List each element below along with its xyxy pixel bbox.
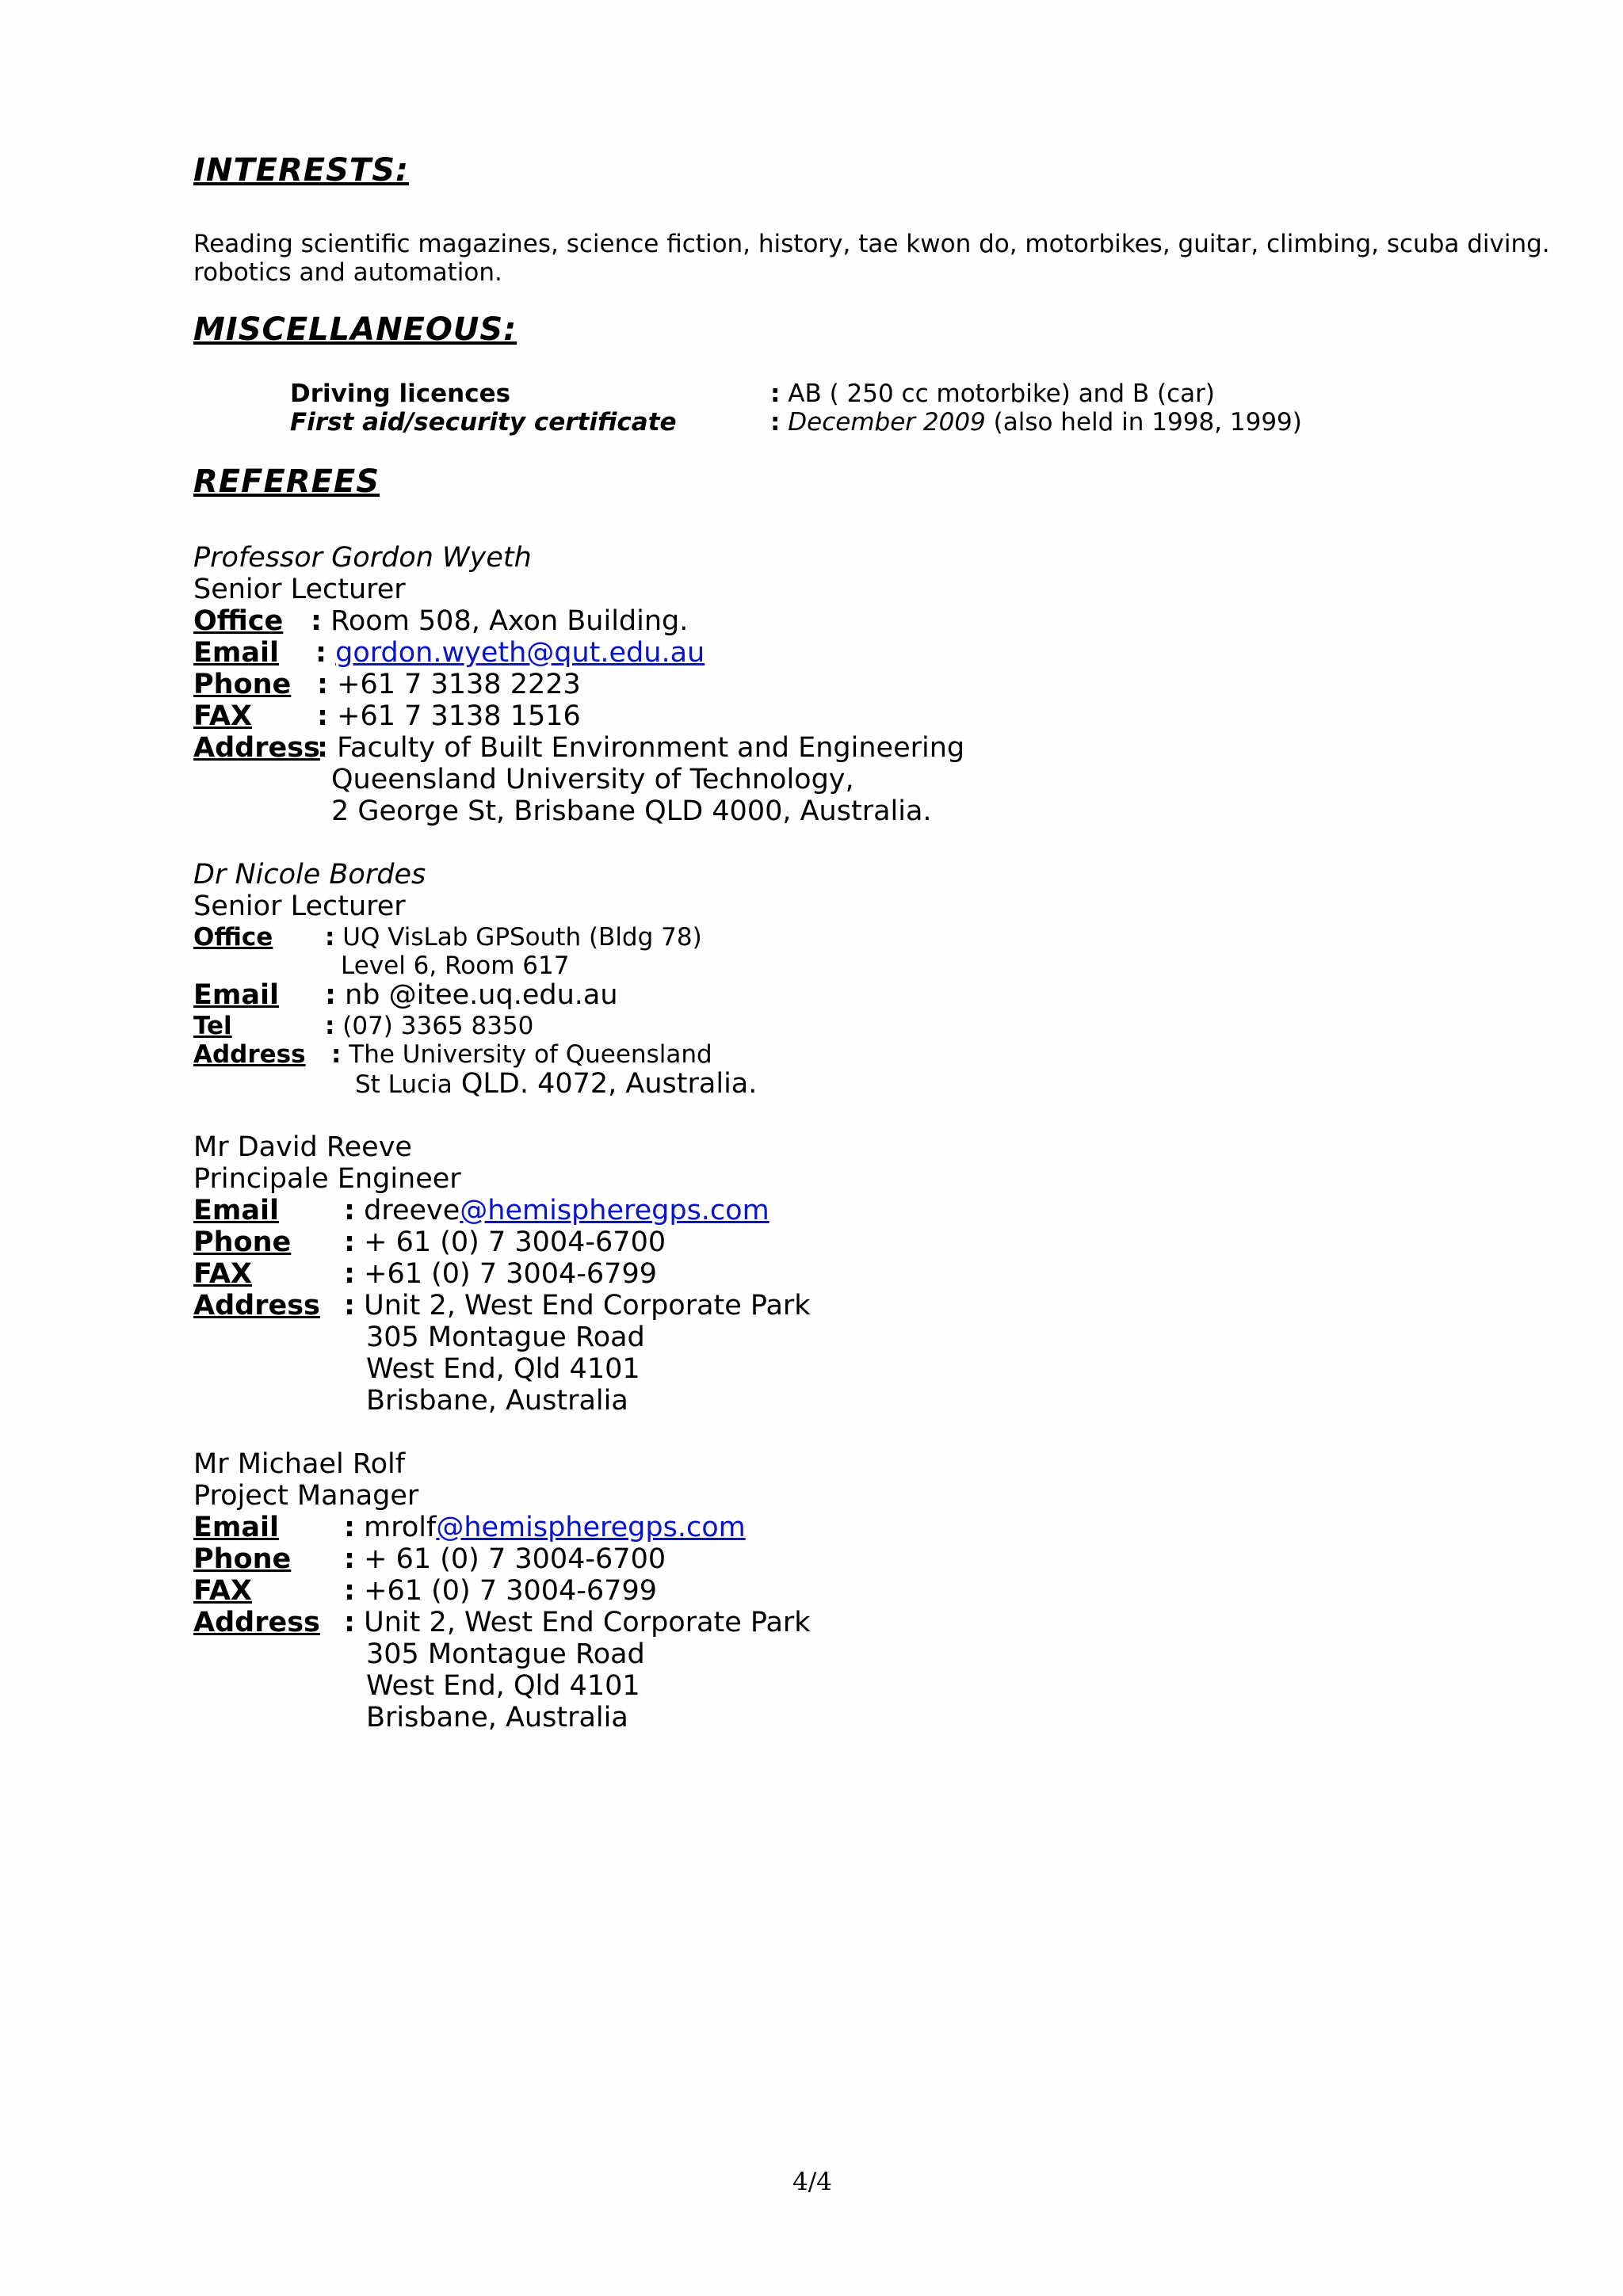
referee-2-email-label: Email (193, 979, 279, 1011)
referee-1-phone-label: Phone (193, 669, 292, 700)
first-aid-date: December 2009 (780, 408, 986, 437)
referee-3-fax: : +61 (0) 7 3004-6799 (344, 1258, 657, 1290)
referee-4-address-line-4: Brisbane, Australia (366, 1702, 628, 1733)
referee-2-office-line-1: : UQ VisLab GPSouth (Bldg 78) (325, 923, 702, 952)
referee-1-email-link[interactable]: gordon.wyeth@qut.edu.au (335, 637, 705, 669)
referee-3-fax-label: FAX (193, 1258, 252, 1290)
first-aid-label: First aid/security certificate (290, 408, 677, 437)
first-aid-text: (also held in 1998, 1999) (985, 408, 1302, 437)
referee-3-address-line-2: 305 Montague Road (366, 1322, 645, 1353)
referee-1-office: : Room 508, Axon Building. (311, 605, 689, 637)
referee-4-phone-label: Phone (193, 1543, 292, 1575)
referee-2-address-line-1: : The University of Queensland (331, 1040, 712, 1069)
referee-4-address-line-1: : Unit 2, West End Corporate Park (344, 1607, 811, 1638)
referee-2-email: : nb @itee.uq.edu.au (325, 979, 618, 1011)
referee-4-address-line-3: West End, Qld 4101 (366, 1670, 640, 1702)
referee-3-address-line-3: West End, Qld 4101 (366, 1353, 640, 1385)
referee-3-title: Principale Engineer (193, 1163, 461, 1195)
referee-1-office-label: Office (193, 605, 284, 637)
referee-2-address-line-2: St Lucia QLD. 4072, Australia. (355, 1068, 758, 1100)
referee-1-fax-label: FAX (193, 700, 252, 732)
referee-1-title: Senior Lecturer (193, 574, 406, 605)
referee-2-tel: : (07) 3365 8350 (325, 1012, 534, 1040)
driving-licences-value (770, 379, 1215, 408)
referee-1-address-label: Address (193, 732, 320, 764)
referee-4-address-label: Address (193, 1607, 320, 1638)
referee-4-email-label: Email (193, 1512, 279, 1543)
referee-1-fax: : +61 7 3138 1516 (317, 700, 581, 732)
separator: : (770, 379, 781, 408)
referee-4-fax: : +61 (0) 7 3004-6799 (344, 1575, 657, 1607)
referee-2-name: Dr Nicole Bordes (193, 859, 426, 891)
referee-3-email-label: Email (193, 1195, 279, 1226)
miscellaneous-heading: MISCELLANEOUS: (193, 311, 517, 348)
interests-line-1: Reading scientific magazines, science fiction, history, tae kwon do, motorbikes, guitar, climbing, scuba diving. (193, 230, 1550, 258)
referee-3-address-line-1: : Unit 2, West End Corporate Park (344, 1290, 811, 1322)
interests-line-2: robotics and automation. (193, 258, 502, 287)
driving-licences-text: AB ( 250 cc motorbike) and B (car) (780, 379, 1215, 408)
referees-heading: REFEREES (193, 463, 380, 500)
referee-1-phone: : +61 7 3138 2223 (317, 669, 581, 700)
referee-4-title: Project Manager (193, 1480, 419, 1512)
referee-1-name: Professor Gordon Wyeth (193, 542, 532, 574)
page-number: 4/4 (792, 2168, 832, 2196)
referee-3-address-label: Address (193, 1290, 320, 1322)
referee-4-address-line-2: 305 Montague Road (366, 1638, 645, 1670)
referee-3-email: : dreeve@hemispheregps.com (344, 1195, 769, 1226)
separator: : (770, 408, 781, 437)
referee-4-fax-label: FAX (193, 1575, 252, 1607)
referee-4-name: Mr Michael Rolf (193, 1448, 406, 1480)
referee-3-phone-label: Phone (193, 1226, 292, 1258)
referee-2-title: Senior Lecturer (193, 891, 406, 922)
referee-4-email-link[interactable]: @hemispheregps.com (436, 1512, 746, 1543)
interests-heading: INTERESTS: (193, 152, 409, 189)
referee-2-office-label: Office (193, 923, 273, 952)
referee-2-tel-label: Tel (193, 1012, 232, 1040)
referee-3-address-line-4: Brisbane, Australia (366, 1385, 628, 1417)
referee-1-address-line-2: Queensland University of Technology, (331, 764, 854, 795)
referee-2-office-line-2: Level 6, Room 617 (341, 952, 570, 980)
referee-4-phone: : + 61 (0) 7 3004-6700 (344, 1543, 666, 1575)
referee-1-email: : gordon.wyeth@qut.edu.au (315, 637, 705, 669)
first-aid-value (770, 408, 1302, 437)
driving-licences-label: Driving licences (290, 379, 511, 408)
referee-2-address-label: Address (193, 1040, 306, 1069)
referee-4-email: : mrolf@hemispheregps.com (344, 1512, 746, 1543)
referee-3-phone: : + 61 (0) 7 3004-6700 (344, 1226, 666, 1258)
referee-3-email-link[interactable]: @hemispheregps.com (460, 1195, 769, 1226)
referee-1-address-line-3: 2 George St, Brisbane QLD 4000, Australia. (331, 795, 932, 827)
referee-1-email-label: Email (193, 637, 279, 669)
referee-3-name: Mr David Reeve (193, 1131, 412, 1163)
referee-1-address-line-1: : Faculty of Built Environment and Engineering (317, 732, 965, 764)
